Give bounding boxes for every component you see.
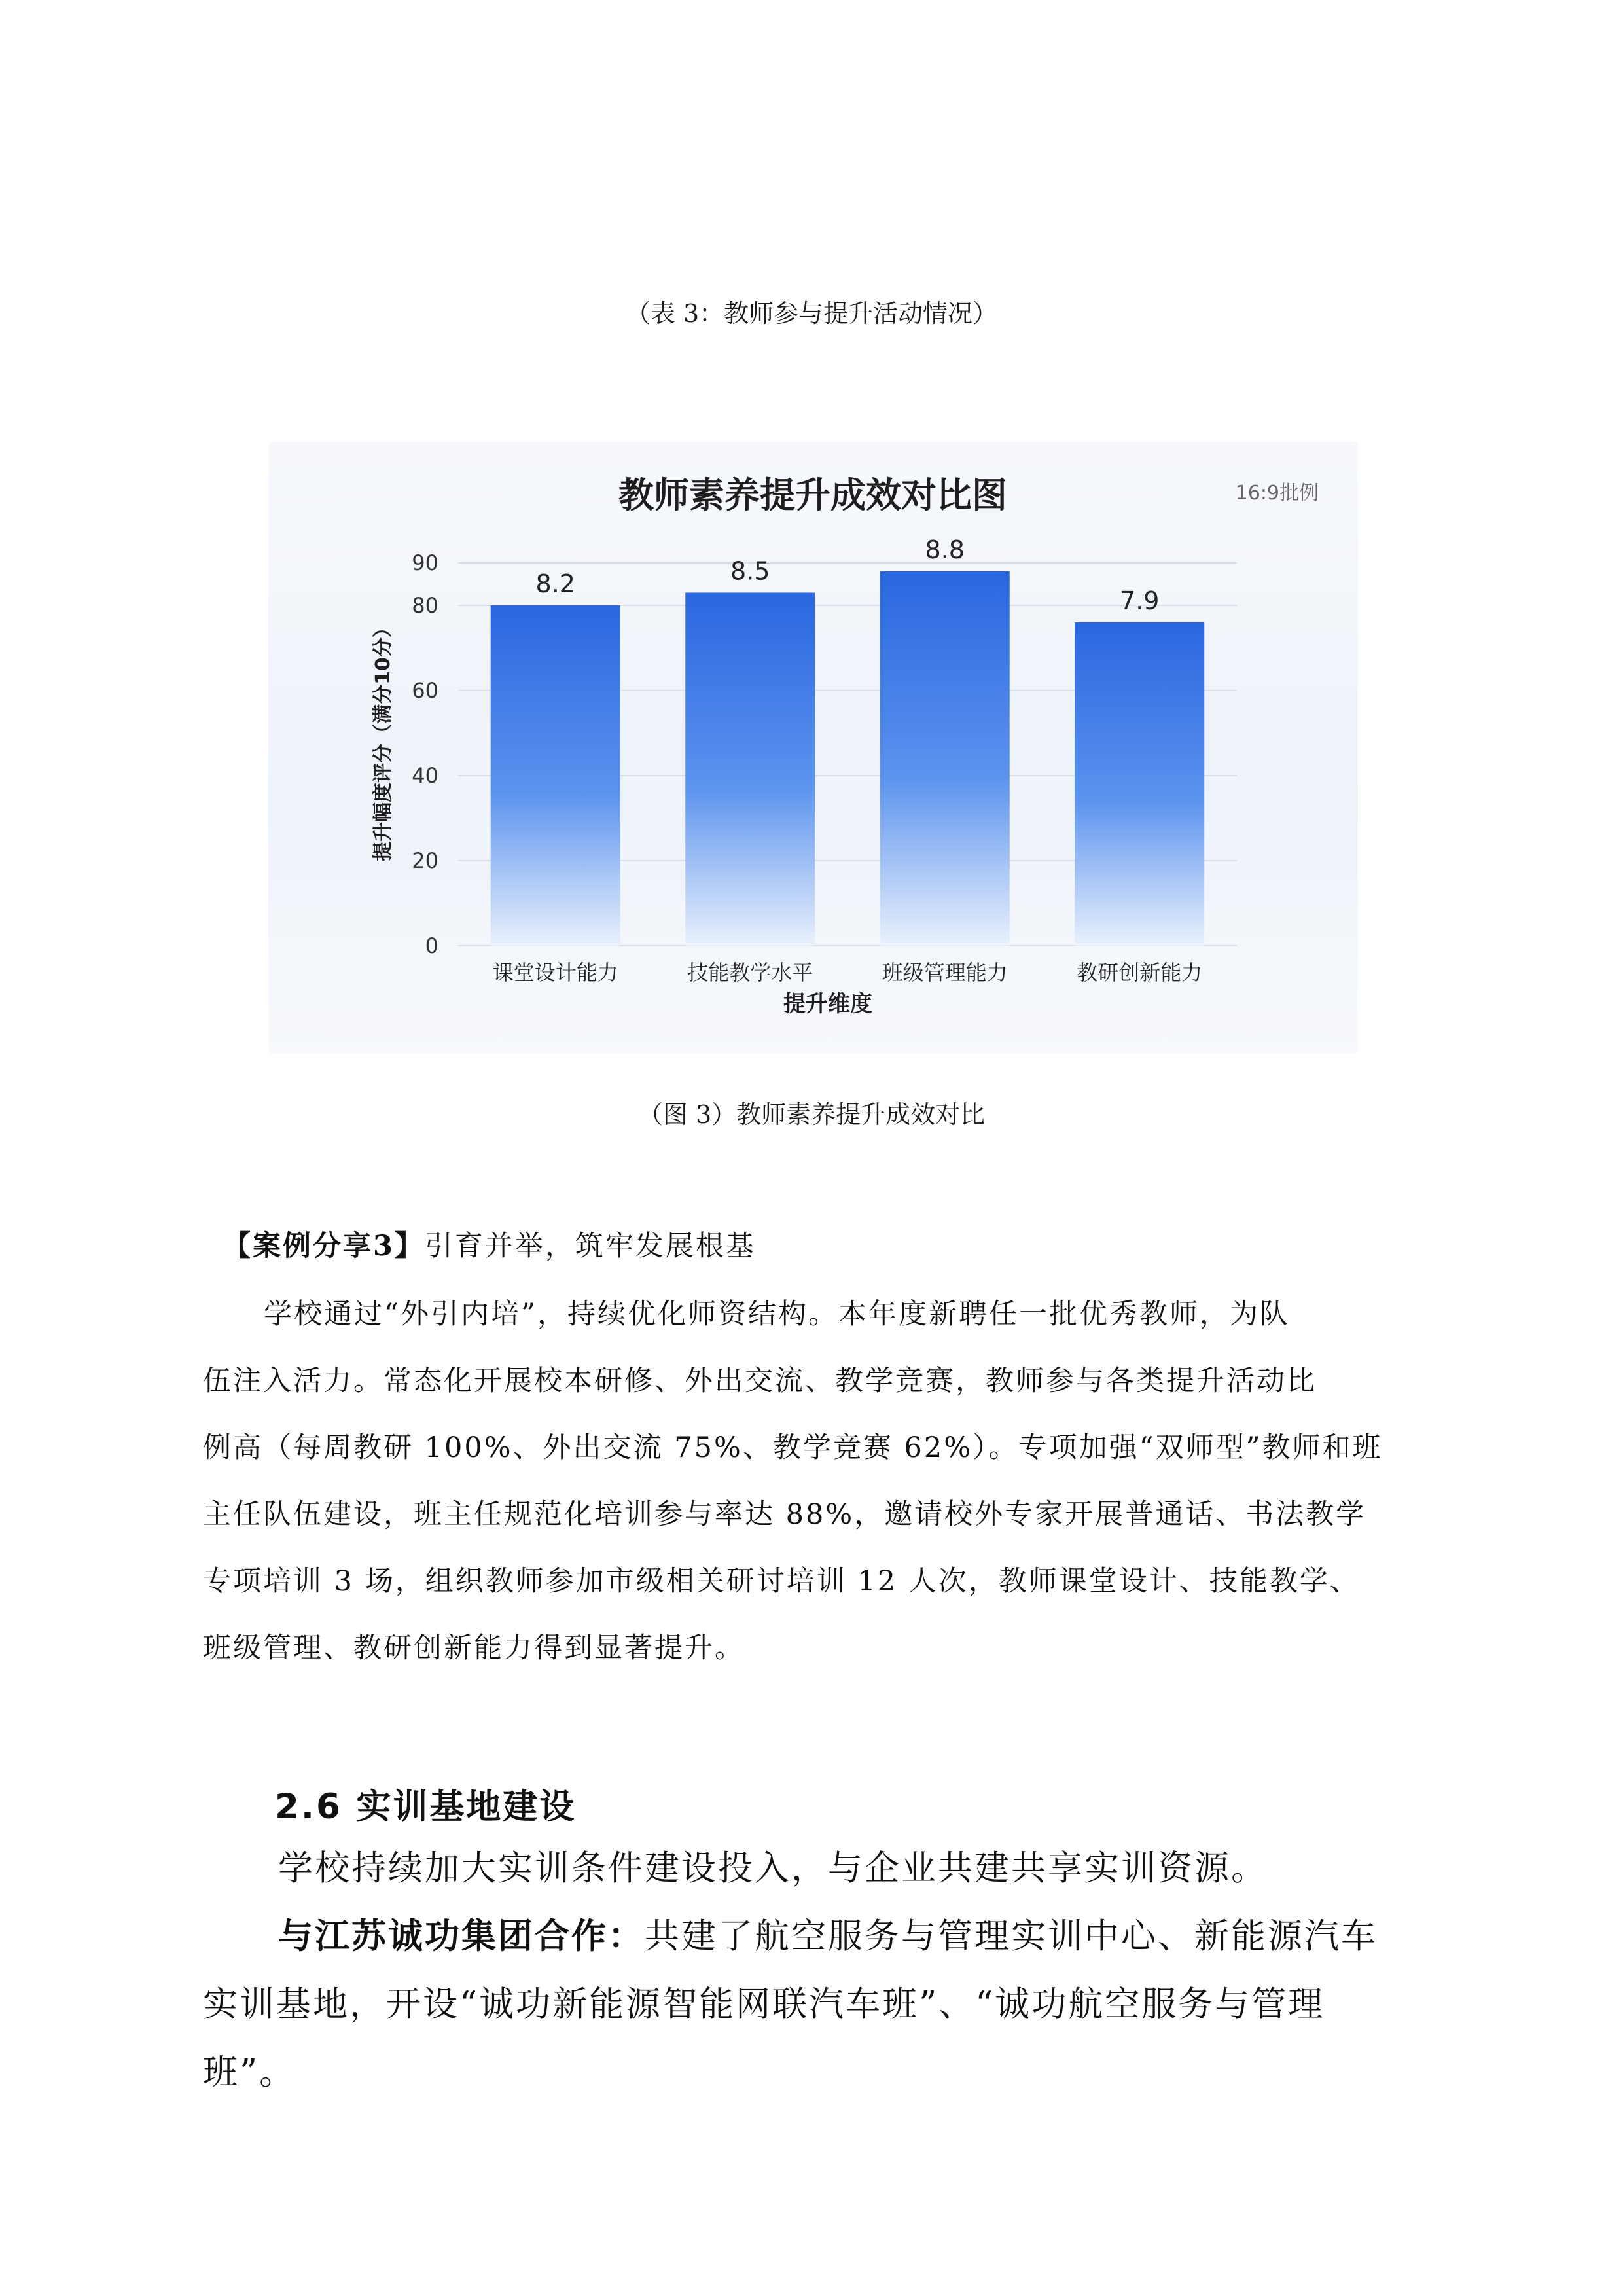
case-line: 专项培训 3 场，组织教师参加市级相关研讨培训 12 人次，教师课堂设计、技能教学、 <box>203 1565 1360 1598</box>
case-line: 班级管理、教研创新能力得到显著提升。 <box>203 1632 745 1664</box>
y-axis-label: 提升幅度评分（满分10分） <box>372 618 395 861</box>
chart-corner-note: 16:9批例 <box>1235 482 1319 505</box>
y-tick-label: 60 <box>412 678 438 703</box>
bar <box>1075 622 1204 946</box>
bar-data-label: 8.8 <box>925 535 965 564</box>
case-line: 伍注入活力。常态化开展校本研修、外出交流、教学竞赛，教师参与各类提升活动比 <box>203 1365 1317 1397</box>
y-tick-label: 90 <box>412 550 438 575</box>
x-tick-label: 班级管理能力 <box>882 960 1008 985</box>
x-tick-label: 教研创新能力 <box>1077 960 1203 985</box>
bar <box>685 593 815 946</box>
case-line: 例高（每周教研 100%、外出交流 75%、教学竞赛 62%）。专项加强“双师型”教师和班 <box>203 1431 1383 1464</box>
case-heading-bracket: 【案例分享3】 <box>223 1230 425 1263</box>
y-tick-label: 80 <box>412 593 438 618</box>
bar-data-label: 7.9 <box>1120 586 1160 615</box>
case-heading <box>223 1224 756 1264</box>
figure-caption: （图 3）教师素养提升成效对比 <box>637 1100 986 1129</box>
x-axis-label: 提升维度 <box>783 991 872 1017</box>
chart-title: 教师素养提升成效对比图 <box>618 475 1007 516</box>
chart-svg <box>268 442 1358 1054</box>
section-paragraph <box>203 1835 1446 2107</box>
bar <box>491 605 620 946</box>
partner-line: 班”。 <box>203 2053 296 2092</box>
partner-label: 与江苏诚功集团合作： <box>278 1916 645 1956</box>
partner-line: 实训基地，开设“诚功新能源智能网联汽车班”、“诚功航空服务与管理 <box>203 1984 1325 2024</box>
bar-data-label: 8.2 <box>535 569 575 598</box>
x-tick-label: 课堂设计能力 <box>492 960 618 985</box>
y-tick-label: 0 <box>425 933 438 958</box>
bar-data-label: 8.5 <box>730 556 770 586</box>
case-line: 学校通过“外引内培”，持续优化师资结构。本年度新聘任一批优秀教师，为队 <box>264 1298 1290 1331</box>
case-paragraph <box>203 1281 1446 1681</box>
bar <box>880 571 1010 946</box>
bar-chart <box>268 442 1358 1054</box>
section-heading: 2.6 实训基地建设 <box>275 1787 577 1827</box>
partner-line <box>203 1903 1446 1971</box>
table-caption: （表 3：教师参与提升活动情况） <box>625 299 998 328</box>
section-intro: 学校持续加大实训条件建设投入，与企业共建共享实训资源。 <box>278 1848 1268 1888</box>
case-heading-title: 引育并举，筑牢发展根基 <box>424 1230 756 1263</box>
partner-line1-rest: 共建了航空服务与管理实训中心、新能源汽车 <box>645 1916 1378 1956</box>
x-tick-label: 技能教学水平 <box>687 960 813 985</box>
y-tick-label: 20 <box>412 848 438 873</box>
y-tick-label: 40 <box>412 763 438 788</box>
case-line: 主任队伍建设，班主任规范化培训参与率达 88%，邀请校外专家开展普通话、书法教学 <box>203 1498 1366 1531</box>
